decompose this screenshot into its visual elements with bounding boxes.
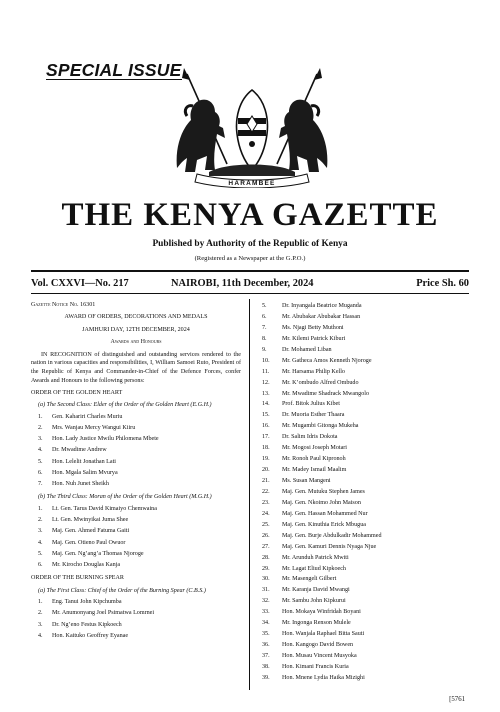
item-number: 3. <box>38 621 43 628</box>
notice-intro: IN RECOGNITION of distinguished and outstanding services rendered to the nation in various capacities and responsibilities, I, William Samoei Ruto, President of the Republic of Kenya and Commander-in-Chief of the Defence Forces, confer Awards and Honours to the following persons: <box>31 351 241 385</box>
list-item <box>256 410 468 421</box>
item-number: 14. <box>262 401 270 408</box>
list-item <box>256 542 468 553</box>
top-rule <box>31 270 469 272</box>
special-issue-heading: SPECIAL ISSUE <box>46 60 182 80</box>
item-number: 21. <box>262 478 270 484</box>
item-number: 24. <box>262 510 270 517</box>
item-number: 7. <box>38 481 43 488</box>
class-title: (b) The Third Class: Moran of the Order of the Golden Heart (M.G.H.) <box>38 494 212 501</box>
column-divider <box>249 299 250 690</box>
item-name: Mr. Lagat Eliud Kipkoech <box>282 565 346 572</box>
list-item <box>256 531 468 542</box>
item-number: 6. <box>38 469 43 476</box>
item-name: Mr. Arunduh Patrick Mwiti <box>282 554 349 561</box>
item-number: 12. <box>262 379 270 386</box>
item-name: Maj. Gen. Ahmed Fatuma Gaiti <box>52 528 130 535</box>
item-name: Hon. Mokaya Winfridah Boyani <box>282 609 361 616</box>
list-item <box>31 608 241 619</box>
list-item <box>31 423 241 434</box>
item-number: 31. <box>262 587 270 594</box>
item-name: Mr. Abubakar Abubakar Hassan <box>282 313 361 320</box>
list-item <box>256 640 468 651</box>
item-name: Mr. Ronoh Paul Kipronoh <box>282 456 346 463</box>
item-number: 3. <box>38 528 43 535</box>
list-item <box>256 553 468 564</box>
volume-number: Vol. CXXVI—No. 217 <box>31 278 129 289</box>
list-item <box>31 457 241 468</box>
item-number: 1. <box>38 505 43 512</box>
item-number: 36. <box>262 642 270 649</box>
section-heading: ORDER OF THE BURNING SPEAR <box>31 575 124 582</box>
item-number: 39. <box>262 674 270 681</box>
price: Price Sh. 60 <box>416 278 469 289</box>
item-name: Mr. Gatheca Amos Kenneth Njoroge <box>282 357 372 364</box>
award-list <box>31 504 241 572</box>
item-name: Dr. Ng’eno Festus Kipkoech <box>52 621 122 628</box>
notice-sub-heading: Awards and Honours <box>110 339 162 346</box>
list-item <box>256 465 468 476</box>
item-number: 3. <box>38 436 43 443</box>
item-number: 26. <box>262 532 270 539</box>
item-number: 9. <box>262 346 267 353</box>
item-name: Lt. Gen. Mwinyikai Juma Shee <box>52 517 129 524</box>
list-item <box>256 498 468 509</box>
item-number: 5. <box>38 458 43 465</box>
list-item <box>256 673 468 684</box>
registration-note: (Registered as a Newspaper at the G.P.O.) <box>194 255 306 262</box>
item-number: 4. <box>38 447 43 454</box>
list-item <box>256 574 468 585</box>
list-item <box>31 560 241 571</box>
item-name: Hon. Musau Vincent Musyoka <box>282 653 357 659</box>
item-number: 4. <box>38 632 43 639</box>
class-title: (a) The Second Class: Elder of the Order of the Golden Heart (E.G.H.) <box>38 402 212 409</box>
item-number: 18. <box>262 445 270 452</box>
list-item <box>256 596 468 607</box>
item-number: 1. <box>38 599 43 606</box>
item-name: Hon. Mgala Salim Mvurya <box>52 469 118 476</box>
item-number: 29. <box>262 565 270 572</box>
list-item <box>256 618 468 629</box>
list-item <box>256 367 468 378</box>
list-item <box>31 526 241 537</box>
item-name: Dr. Mwadime Andrew <box>52 447 107 454</box>
item-name: Maj. Gen. Kamuri Dennis Nyaga Njue <box>282 543 377 550</box>
list-item <box>256 378 468 389</box>
list-item <box>31 445 241 456</box>
item-name: Hon. Wanjala Raphael Bitta Sauti <box>282 631 365 638</box>
bottom-rule <box>31 293 469 294</box>
left-column <box>31 301 241 643</box>
item-number: 5. <box>38 550 43 557</box>
item-number: 10. <box>262 357 270 364</box>
list-item <box>256 651 468 662</box>
item-name: Mr. Mugambi Gitonga Mukeha <box>282 423 359 430</box>
item-number: 13. <box>262 390 270 397</box>
item-name: Hon. Mnene Lydia Haika Mizighi <box>282 674 365 681</box>
item-name: Dr. Inyangala Beatrice Muganda <box>282 303 362 309</box>
item-name: Dr. Salim Idris Dokota <box>282 434 338 441</box>
list-item <box>256 301 468 312</box>
list-item <box>31 504 241 515</box>
list-item <box>256 454 468 465</box>
list-item <box>31 479 241 490</box>
list-item <box>31 549 241 560</box>
list-item <box>256 312 468 323</box>
item-name: Mr. Ingonga Renson Mulele <box>282 620 351 627</box>
item-number: 34. <box>262 620 270 627</box>
section-heading: ORDER OF THE GOLDEN HEART <box>31 389 123 396</box>
item-name: Maj. Gen. Ng’ang’a Thomas Njoroge <box>52 550 144 557</box>
item-number: 38. <box>262 663 270 670</box>
item-name: Maj. Gen. Hassan Mohammed Nur <box>282 510 368 517</box>
item-number: 2. <box>38 517 43 524</box>
item-name: Mr. Mogosi Joseph Motari <box>282 445 348 452</box>
item-name: Hon. Kaituko Geoffrey Eyanae <box>52 632 129 639</box>
item-name: Prof. Bitok Julius Kibet <box>282 401 340 408</box>
list-item <box>31 468 241 479</box>
gazette-title: THE KENYA GAZETTE <box>61 197 439 233</box>
item-number: 20. <box>262 467 270 474</box>
item-number: 1. <box>38 413 43 420</box>
list-item <box>256 345 468 356</box>
item-number: 32. <box>262 598 270 605</box>
item-number: 33. <box>262 609 270 616</box>
notice-heading: AWARD OF ORDERS, DECORATIONS AND MEDALS <box>64 314 208 321</box>
item-number: 11. <box>262 368 270 375</box>
item-name: Mr. Harsama Philip Kello <box>282 368 345 375</box>
list-item <box>31 631 241 642</box>
item-name: Mr. Masengeli Gilbert <box>282 576 337 583</box>
list-item <box>256 476 468 487</box>
item-name: Hon. Lady Justice Mwilu Philomena Mbete <box>52 436 159 443</box>
list-item <box>256 334 468 345</box>
item-name: Mr. Karanja David Mwangi <box>282 587 350 594</box>
item-number: 4. <box>38 539 43 546</box>
item-number: 25. <box>262 521 270 528</box>
item-name: Mr. Sambu John Kipkurui <box>282 598 346 605</box>
item-number: 30. <box>262 576 270 583</box>
list-item <box>31 597 241 608</box>
item-name: Mr. K’ombudo Alfred Ombudo <box>282 379 359 386</box>
item-name: Maj. Gen. Burje Abdulkadir Mohammed <box>282 532 382 539</box>
item-number: 6. <box>38 562 43 569</box>
list-item <box>256 432 468 443</box>
item-name: Mr. Anumonyang Joel Psimatwa Lomrnei <box>52 610 155 617</box>
item-name: Maj. Gen. Nkoimo John Maison <box>282 499 361 506</box>
item-name: Hon. Lelelit Jonathan Lati <box>52 458 116 465</box>
list-item <box>256 629 468 640</box>
place-date: NAIROBI, 11th December, 2024 <box>171 278 314 289</box>
item-name: Mr. Kilemi Patrick Kiburi <box>282 335 346 342</box>
item-name: Mr. Madey Ismail Maalim <box>282 467 347 474</box>
list-item <box>256 443 468 454</box>
item-number: 8. <box>262 335 267 342</box>
list-item <box>31 434 241 445</box>
list-item <box>256 607 468 618</box>
item-number: 5. <box>262 303 267 309</box>
item-number: 22. <box>262 488 270 495</box>
list-item <box>31 515 241 526</box>
item-name: Gen. Kahariri Charles Muriu <box>52 413 123 420</box>
coat-of-arms-emblem <box>157 68 347 188</box>
item-number: 27. <box>262 543 270 550</box>
item-name: Hon. Nuh Junet Sheikh <box>52 481 109 488</box>
published-by: Published by Authority of the Republic of Kenya <box>152 239 348 249</box>
item-number: 17. <box>262 434 270 441</box>
list-item <box>256 564 468 575</box>
item-number: 19. <box>262 456 270 463</box>
item-name: Maj. Gen. Kinuthia Erick Mbugua <box>282 521 366 528</box>
item-number: 6. <box>262 313 267 320</box>
list-item <box>256 509 468 520</box>
class-title: (a) The First Class: Chief of the Order of the Burning Spear (C.B.S.) <box>38 587 206 594</box>
award-list <box>31 597 241 642</box>
item-name: Mrs. Wanjau Mercy Wangui Kiiru <box>52 424 136 431</box>
list-item <box>31 620 241 631</box>
award-list <box>256 301 468 684</box>
list-item <box>256 399 468 410</box>
item-number: 23. <box>262 499 270 506</box>
item-name: Eng. Tanui John Kipchumba <box>52 599 122 606</box>
item-name: Hon. Kimani Francis Kuria <box>282 663 349 670</box>
award-list <box>31 412 241 491</box>
item-number: 15. <box>262 412 270 419</box>
list-item <box>256 323 468 334</box>
list-item <box>256 356 468 367</box>
item-name: Dr. Mohamed Liban <box>282 346 332 353</box>
list-item <box>31 412 241 423</box>
item-number: 37. <box>262 653 270 659</box>
item-number: 16. <box>262 423 270 430</box>
item-number: 2. <box>38 424 43 431</box>
list-item <box>256 487 468 498</box>
list-item <box>256 389 468 400</box>
right-column <box>256 301 468 684</box>
list-item <box>256 585 468 596</box>
item-name: Maj. Gen. Otieno Paul Owuor <box>52 539 126 546</box>
item-number: 2. <box>38 610 43 617</box>
motto-text: HARAMBEE <box>228 180 276 187</box>
item-name: Ms. Susan Mangeni <box>282 478 331 484</box>
item-name: Mr. Kirocho Douglas Kanja <box>52 562 121 569</box>
item-name: Lt. Gen. Tarus David Kimaiyo Chemwaina <box>52 505 157 512</box>
item-name: Dr. Muoria Esther Thaara <box>282 412 345 419</box>
list-item <box>256 421 468 432</box>
notice-occasion: JAMHURI DAY, 12TH DECEMBER, 2024 <box>82 326 190 333</box>
item-number: 28. <box>262 554 270 561</box>
page-number: [5761 <box>449 696 465 703</box>
list-item <box>256 520 468 531</box>
list-item <box>256 662 468 673</box>
list-item <box>31 538 241 549</box>
item-name: Maj. Gen. Mutuku Stephen James <box>282 488 365 495</box>
item-name: Ms. Njagi Betty Muthoni <box>282 324 344 331</box>
item-number: 7. <box>262 324 267 331</box>
item-number: 35. <box>262 631 270 638</box>
notice-number: Gazette Notice No. 16301 <box>31 302 96 308</box>
item-name: Hon. Kangogo David Bowen <box>282 642 354 649</box>
item-name: Mr. Mwadime Shadrack Mwangolo <box>282 390 369 397</box>
